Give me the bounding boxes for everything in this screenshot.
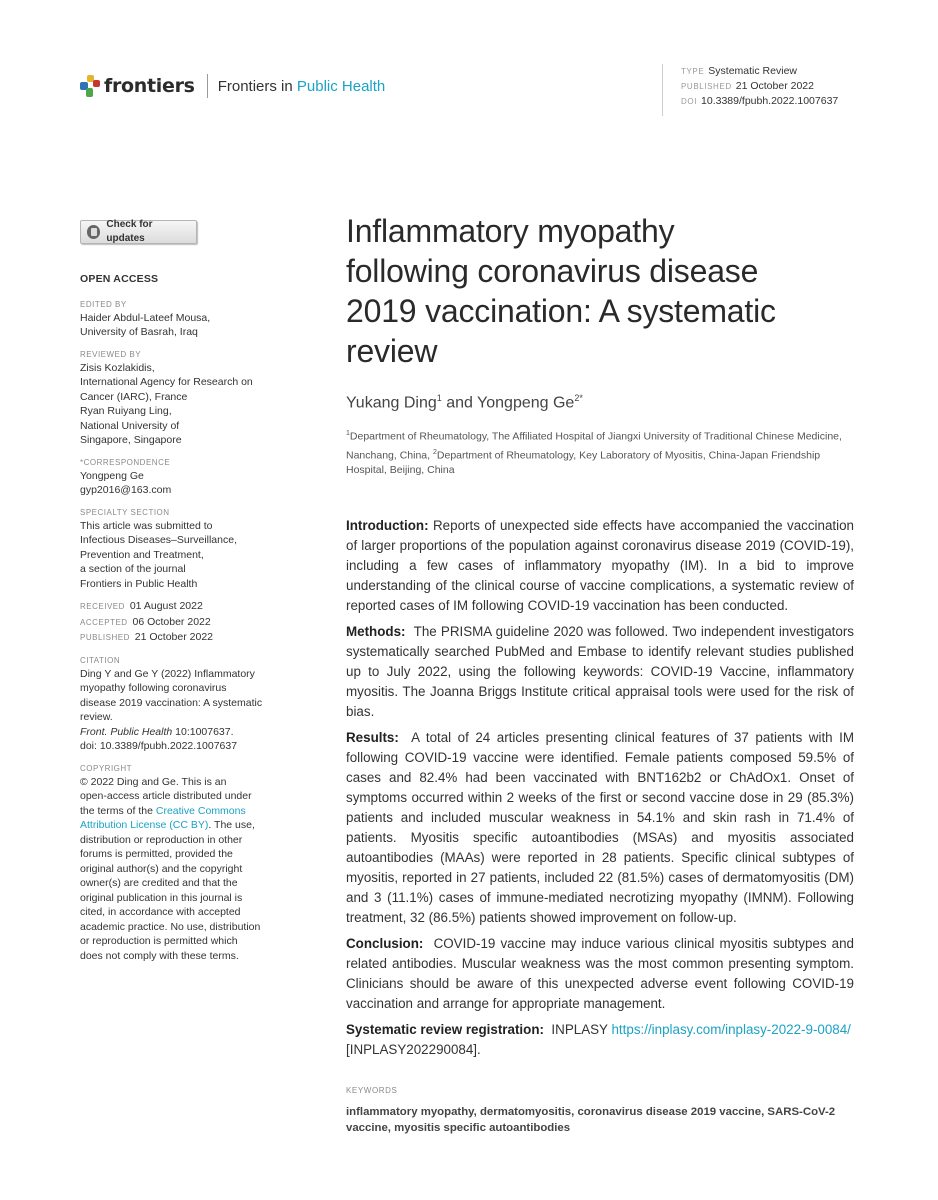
citation-line: myopathy following coronavirus [80, 682, 227, 694]
introduction-heading: Introduction: [346, 518, 429, 534]
registration-heading: Systematic review registration: [346, 1022, 544, 1038]
correspondence-section [80, 456, 285, 498]
author-name[interactable]: Yukang Ding [346, 394, 437, 412]
meta-published-value: 21 October 2022 [735, 80, 814, 92]
check-for-updates-label: Check for updates [106, 218, 153, 244]
affiliation-marker: 2 [432, 448, 437, 456]
article-title [346, 211, 854, 371]
copyright-line: or reproduction is permitted which [80, 935, 238, 947]
title-line: Inflammatory myopathy [346, 213, 675, 249]
meta-doi [681, 94, 838, 109]
logo-divider [207, 74, 208, 98]
meta-published [681, 79, 838, 94]
reviewed-by-section [80, 348, 285, 448]
copyright-line: forums is permitted, provided the [80, 848, 233, 860]
published-value: 21 October 2022 [134, 631, 214, 643]
copyright-line: owner(s) are credited and that the [80, 877, 238, 889]
conclusion-text: COVID-19 vaccine may induce various clinical myositis subtypes and related antibodies. Muscular weakness was the most common presenting symptom. Clinicians should be aware of this unexpected adverse event following COVID-19 vaccination and arrange for appropriate management. [346, 936, 854, 1012]
edited-by-section [80, 298, 285, 340]
published-label: PUBLISHED [80, 633, 130, 642]
reviewed-by-line: Cancer (IARC), France [80, 390, 188, 403]
reviewed-by-line: International Agency for Research on [80, 376, 253, 388]
abstract-registration [346, 1020, 854, 1060]
specialty-line: Frontiers in Public Health [80, 577, 198, 590]
author-list [346, 393, 854, 412]
correspondence-name: Yongpeng Ge [80, 469, 144, 482]
article-meta [662, 64, 838, 116]
specialty-label: SPECIALTY SECTION [80, 507, 170, 517]
affiliations [346, 426, 854, 478]
journal-name [218, 78, 386, 95]
specialty-line: Prevention and Treatment, [80, 548, 204, 561]
accepted-value: 06 October 2022 [132, 615, 211, 628]
copyright-section [80, 762, 285, 964]
license-link[interactable]: Attribution License (CC BY) [80, 819, 209, 831]
received-value: 01 August 2022 [129, 600, 203, 612]
meta-published-label: PUBLISHED [681, 82, 732, 91]
received-date [80, 599, 285, 615]
conclusion-heading: Conclusion: [346, 936, 424, 952]
edited-by-label: EDITED BY [80, 299, 127, 309]
title-line: following coronavirus disease [346, 253, 759, 289]
abstract [346, 516, 854, 1060]
copyright-line [80, 804, 285, 819]
main-content [346, 211, 854, 1136]
frontiers-logo[interactable] [80, 74, 385, 98]
dates-section [80, 599, 285, 646]
author-name[interactable]: Yongpeng Ge [477, 394, 575, 412]
affiliation-text: Department of Rheumatology, The Affiliated Hospital of Jiangxi University of Traditional Chinese Medicine, Nanchang, China, [346, 430, 842, 462]
introduction-text: Reports of unexpected side effects have accompanied the vaccination of larger proportions of the population against coronavirus disease 2019 (COVID-19), including a few cases of inflammatory myopathy (IM). In a bid to improve understanding of the clinical course of vaccine complications, a systematic review of reported cases of IM following COVID-19 vaccination has been conducted. [346, 518, 854, 614]
sidebar [80, 220, 285, 971]
accepted-label: ACCEPTED [80, 617, 128, 627]
results-text: A total of 24 articles presenting clinical features of 37 patients with IM following COVID-19 vaccine were identified. Female patients composed 59.5% of cases and 82.4% had been vaccinated with BNT162b2 or ChAdOx1. Onset of symptoms occurred within 2 weeks of the first or second vaccine dose in 29 (85.3%) patients and included muscular weakness in 54.1% and skin rash in 71.4% of patients. Myositis specific autoantibodies (MSAs) and myositis associated autoantibodies (MAAs) were reported in 28 patients. Specific clinical subtypes of myositis, reported in 27 patients, included 22 (81.5%) cases of dermatomyositis (DM) and 3 (11.1%) cases of immune-mediated necrotizing myopathy (IMNM). Following treatment, 32 (86.5%) patients showed improvement on follow-up. [346, 730, 854, 926]
frontiers-logo-icon [80, 75, 100, 97]
copyright-line: academic practice. No use, distribution [80, 920, 261, 933]
journal-prefix: Frontiers in [217, 77, 293, 95]
affiliation-text: Department of Rheumatology, Key Laboratory of Myositis, China-Japan Friendship Hospital, Beijing, China [346, 449, 821, 477]
copyright-line [80, 818, 285, 833]
specialty-section [80, 506, 285, 592]
citation-line: review. [80, 711, 113, 723]
results-heading: Results: [346, 730, 399, 746]
published-date [80, 630, 285, 646]
copyright-text: the terms of the [80, 804, 153, 817]
meta-type-label: TYPE [681, 67, 705, 76]
registration-prefix: INPLASY [551, 1022, 608, 1038]
specialty-line: a section of the journal [80, 563, 186, 575]
reviewed-by-line: Singapore, Singapore [80, 434, 182, 446]
citation-doi: doi: 10.3389/fpubh.2022.1007637 [80, 740, 238, 752]
author-conjunction: and [441, 394, 478, 412]
abstract-methods [346, 622, 854, 722]
affiliation-marker: 1 [346, 430, 350, 438]
open-access-label: OPEN ACCESS [80, 273, 159, 285]
reviewed-by-line: Ryan Ruiyang Ling, [80, 405, 172, 417]
copyright-line: does not comply with these terms. [80, 949, 239, 962]
copyright-line: distribution or reproduction in other [80, 833, 243, 846]
citation-line: Ding Y and Ge Y (2022) Inflammatory [80, 667, 255, 680]
copyright-line: open-access article distributed under [80, 790, 252, 802]
journal-title: Public Health [296, 77, 386, 95]
copyright-line: © 2022 Ding and Ge. This is an [80, 775, 227, 788]
meta-type [681, 64, 838, 79]
meta-doi-label: DOI [681, 97, 698, 106]
accepted-date [80, 615, 285, 631]
methods-heading: Methods: [346, 624, 406, 640]
meta-type-value: Systematic Review [708, 65, 797, 77]
methods-text: The PRISMA guideline 2020 was followed. Two independent investigators systematically searched PubMed and Embase to identify relevant studies published up to July 2022, using the following keywords: COVID-19 Vaccine, inflammatory myositis. The Joanna Briggs Institute critical appraisal tools were used for the risk of bias. [346, 624, 854, 720]
keywords-label: KEYWORDS [346, 1086, 398, 1096]
correspondence-email[interactable]: gyp2016@163.com [80, 484, 172, 496]
edited-by-line: Haider Abdul-Lateef Mousa, [80, 311, 211, 324]
copyright-label: COPYRIGHT [80, 763, 133, 773]
reviewed-by-line: Zisis Kozlakidis, [80, 361, 155, 374]
citation-journal: Front. Public Health [80, 725, 173, 738]
license-link[interactable]: Creative Commons [155, 804, 246, 817]
title-line: 2019 vaccination: A systematic [346, 293, 776, 329]
keywords-list: inflammatory myopathy, dermatomyositis, coronavirus disease 2019 vaccine, SARS-CoV-2 vaccine, myositis specific autoantibodies [346, 1106, 836, 1135]
citation-volume: 10:1007637. [172, 725, 234, 738]
abstract-conclusion [346, 934, 854, 1014]
update-icon [87, 225, 100, 239]
registration-link[interactable]: https://inplasy.com/inplasy-2022-9-0084/ [611, 1022, 851, 1038]
meta-doi-value[interactable]: 10.3389/fpubh.2022.1007637 [701, 95, 839, 107]
reviewed-by-line: National University of [80, 419, 180, 432]
author-affiliation-marker: 1 [436, 393, 442, 403]
check-for-updates-button[interactable] [80, 220, 197, 244]
reviewed-by-label: REVIEWED BY [80, 349, 142, 359]
citation-label: CITATION [80, 655, 121, 665]
copyright-line: original publication in this journal is [80, 891, 243, 904]
citation-journal-line [80, 725, 285, 740]
specialty-line: Infectious Diseases–Surveillance, [80, 534, 237, 546]
copyright-line: original author(s) and the copyright [80, 862, 243, 875]
received-label: RECEIVED [80, 602, 125, 611]
correspondence-label: *CORRESPONDENCE [80, 457, 171, 467]
citation-line: disease 2019 vaccination: A systematic [80, 696, 263, 709]
logo-name: frontiers [104, 75, 195, 97]
copyright-line: cited, in accordance with accepted [80, 906, 241, 918]
author-affiliation-marker: 2* [574, 393, 583, 403]
title-line: review [346, 333, 438, 369]
registration-id: [INPLASY202290084]. [346, 1042, 481, 1058]
specialty-line: This article was submitted to [80, 519, 213, 532]
citation-section [80, 654, 285, 754]
edited-by-line: University of Basrah, Iraq [80, 326, 198, 338]
abstract-results [346, 728, 854, 928]
abstract-introduction [346, 516, 854, 616]
copyright-text: . The use, [208, 819, 255, 831]
